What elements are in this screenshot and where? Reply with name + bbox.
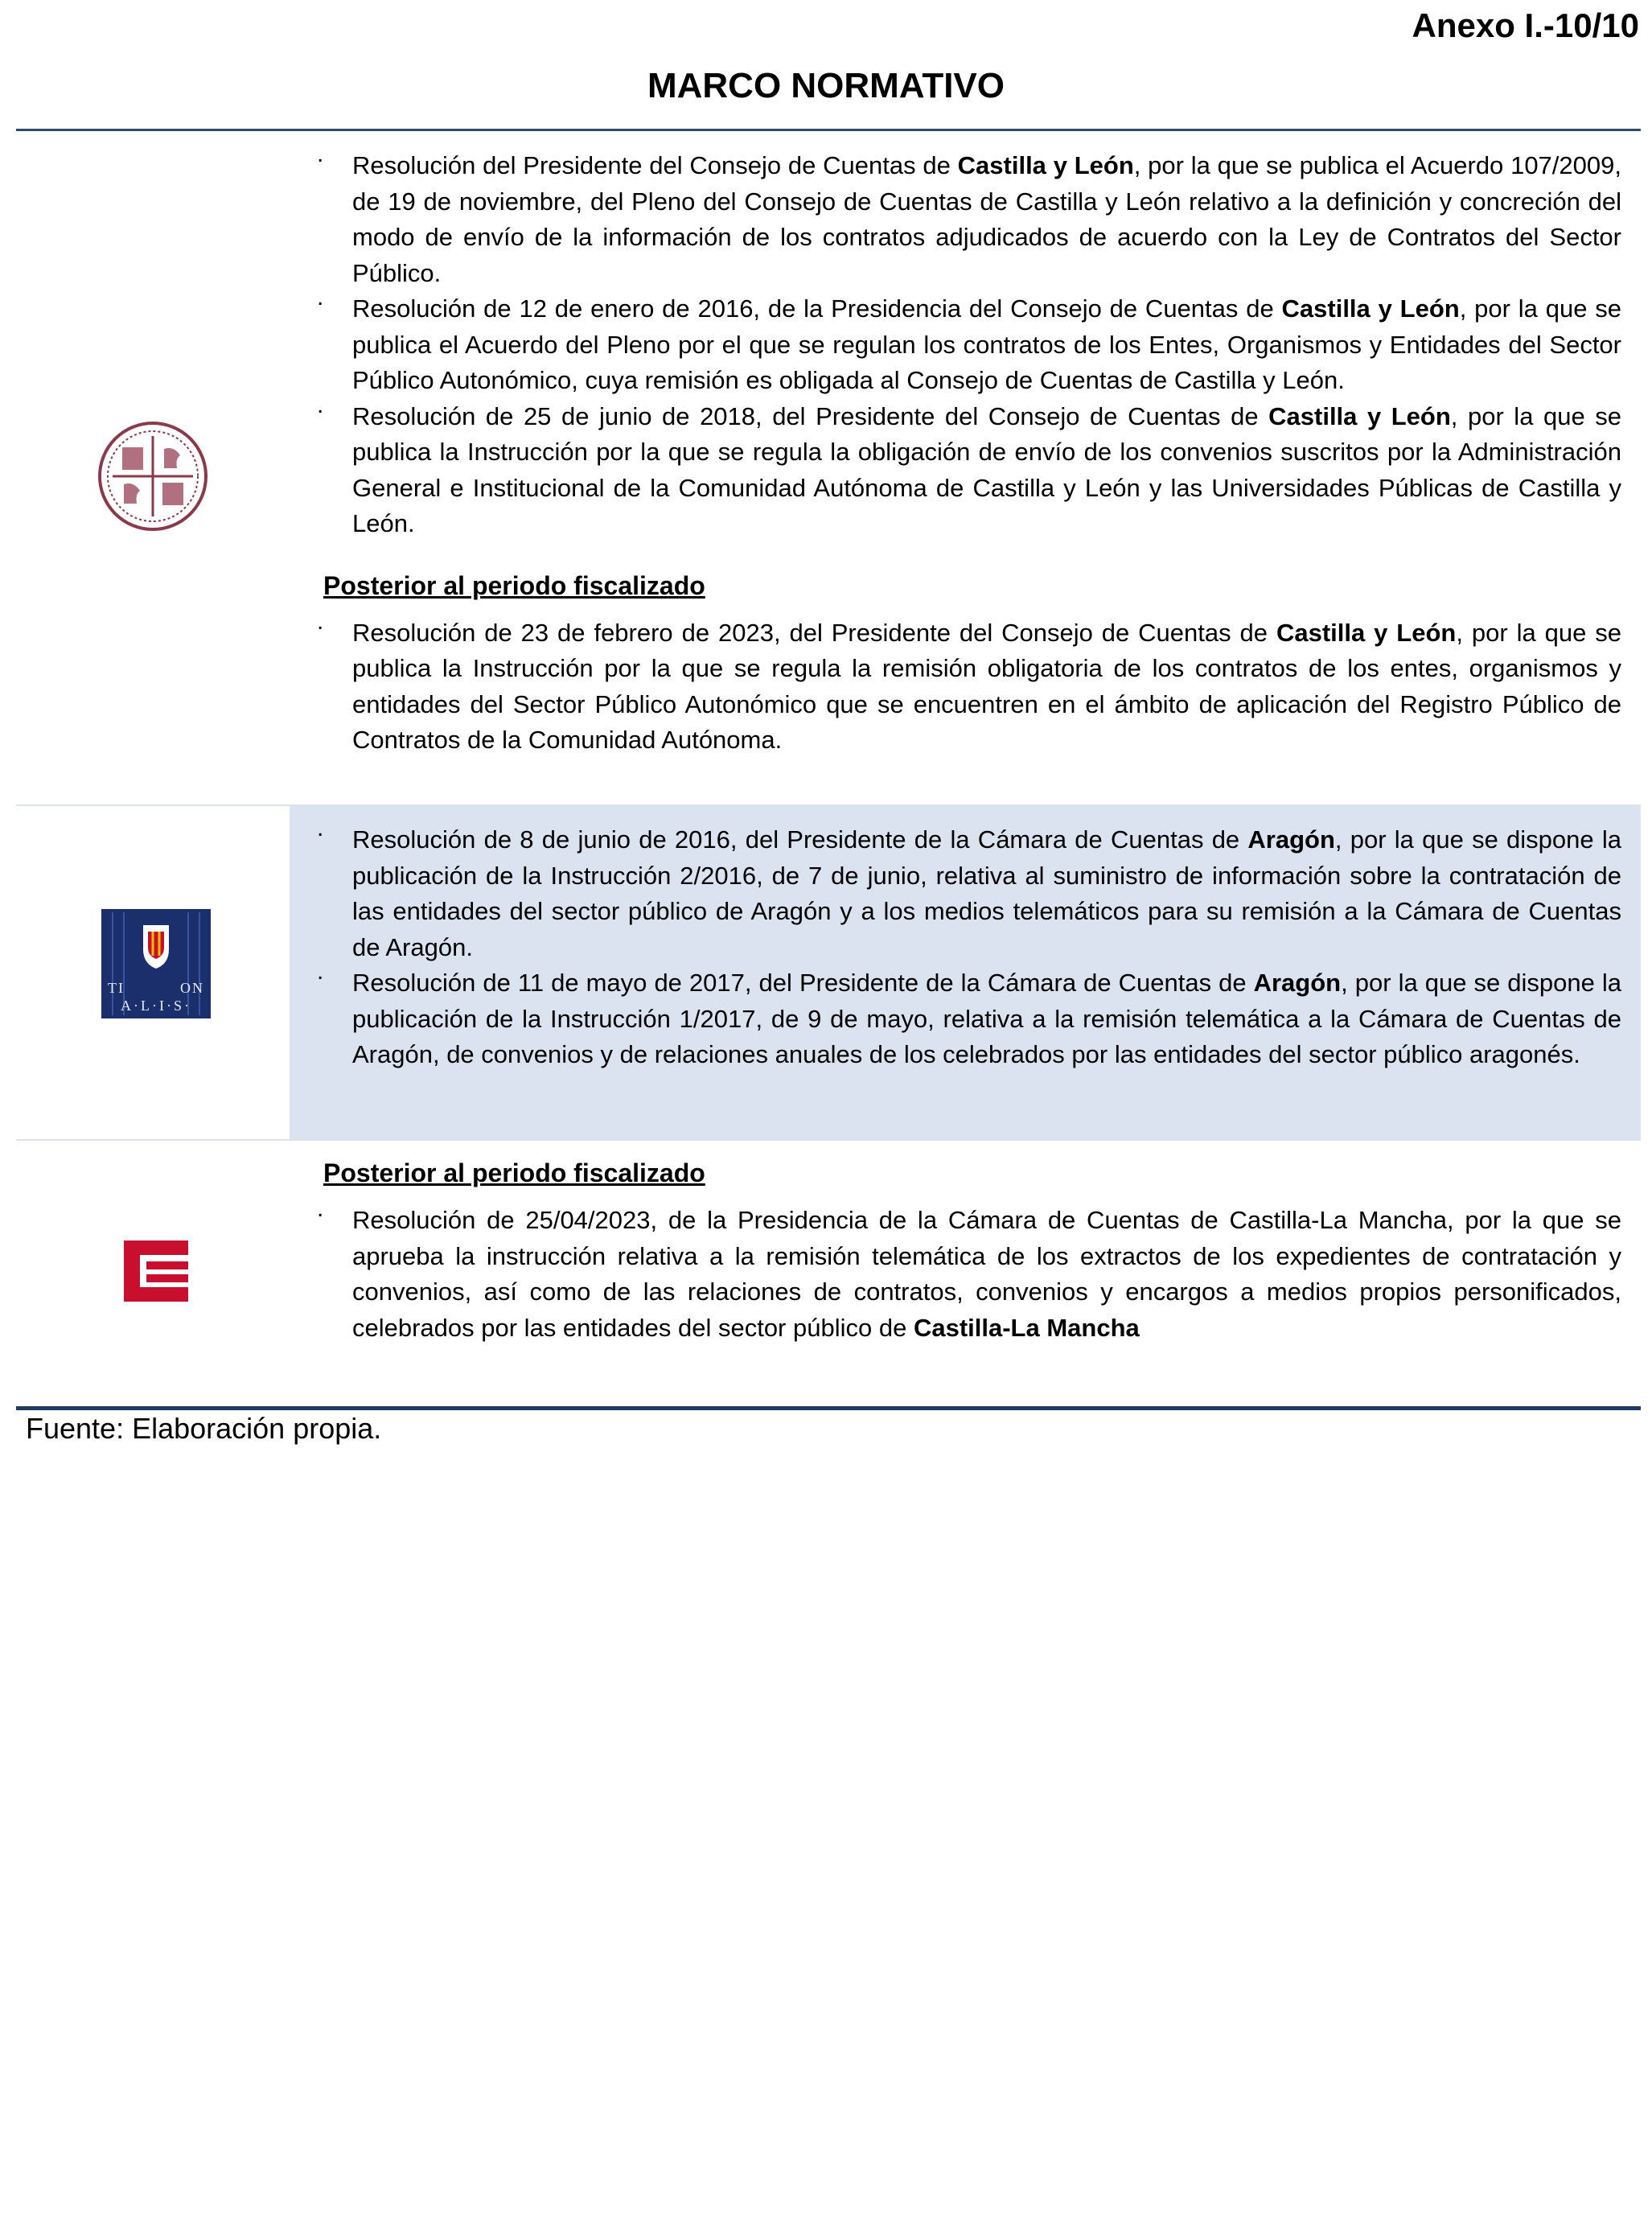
clm-logo-icon [116,1234,190,1308]
section-content [290,1141,1641,1406]
subheading-post-period: Posterior al periodo fiscalizado [323,1158,705,1187]
section-aragon [16,804,1641,1141]
list-item: . Resolución de 25 de junio de 2018, del Presidente del Consejo de Cuentas de Castilla y León, por la que se publica la Instrucción por la que se regula la obligación de envío de los convenios suscritos por la Administración General e Institucional de la Comunidad Autónoma de Castilla y León y las Universidades Públicas de Castilla y León. [314,399,1621,542]
section-castilla-la-mancha [16,1141,1641,1406]
list-item: . Resolución del Presidente del Consejo de Cuentas de Castilla y León, por la que se publica el Acuerdo 107/2009, de 19 de noviembre, del Pleno del Consejo de Cuentas de Castilla y León relativo a la definición y concreción del modo de envío de la información de los contratos adjudicados de acuerdo con la Ley de Contratos del Sector Público. [314,148,1621,291]
subheading-post-period: Posterior al periodo fiscalizado [323,570,705,600]
list-item: . Resolución de 12 de enero de 2016, de la Presidencia del Consejo de Cuentas de Castilla y León, por la que se publica el Acuerdo del Pleno por el que se regulan los contratos de los Entes, Organismos y Entidades del Sector Público Autonómico, cuya remisión es obligada al Consejo de Cuentas de Castilla y León. [314,291,1621,399]
header-divider [16,129,1641,131]
list-item: . Resolución de 25/04/2023, de la Presidencia de la Cámara de Cuentas de Castilla-La Mancha, por la que se aprueba la instrucción relativa a la remisión telemática de los extractos de los expedientes de contratación y convenios, así como de las relaciones de contratos, convenios y encargos a medios propios personificados, celebrados por las entidades del sector público de Castilla-La Mancha [314,1203,1621,1346]
logo-cell [16,1141,290,1406]
page-title: MARCO NORMATIVO [647,66,1005,105]
logo-cell [16,137,290,804]
list-item: . Resolución de 8 de junio de 2016, del Presidente de la Cámara de Cuentas de Aragón, por la que se dispone la publicación de la Instrucción 2/2016, de 7 de junio, relativa al suministro de información sobre la contratación de las entidades del sector público de Aragón y a los medios telemáticos para su remisión a la Cámara de Cuentas de Aragón. [314,822,1621,965]
footer-divider [16,1406,1641,1410]
source-note: Fuente: Elaboración propia. [26,1412,382,1445]
list-item: . Resolución de 11 de mayo de 2017, del Presidente de la Cámara de Cuentas de Aragón, por la que se dispone la publicación de la Instrucción 1/2017, de 9 de mayo, relativa a la remisión telemática a la Cámara de Cuentas de Aragón, de convenios y de relaciones anuales de los celebrados por las entidades del sector público aragonés. [314,965,1621,1073]
section-castilla-leon [16,137,1641,804]
list-item: . Resolución de 23 de febrero de 2023, del Presidente del Consejo de Cuentas de Castilla y León, por la que se publica la Instrucción por la que se regula la remisión obligatoria de los contratos de los entes, organismos y entidades del Sector Público Autonómico que se encuentren en el ámbito de aplicación del Registro Público de Contratos de la Comunidad Autónoma. [314,615,1621,759]
logo-cell [16,806,290,1139]
section-content [290,806,1641,1139]
aragon-logo-icon: TI ON A·L·I·S· [101,909,211,1018]
section-content [290,137,1641,804]
castilla-leon-seal-icon [97,420,209,533]
annex-number: Anexo I.-10/10 [1412,6,1639,44]
